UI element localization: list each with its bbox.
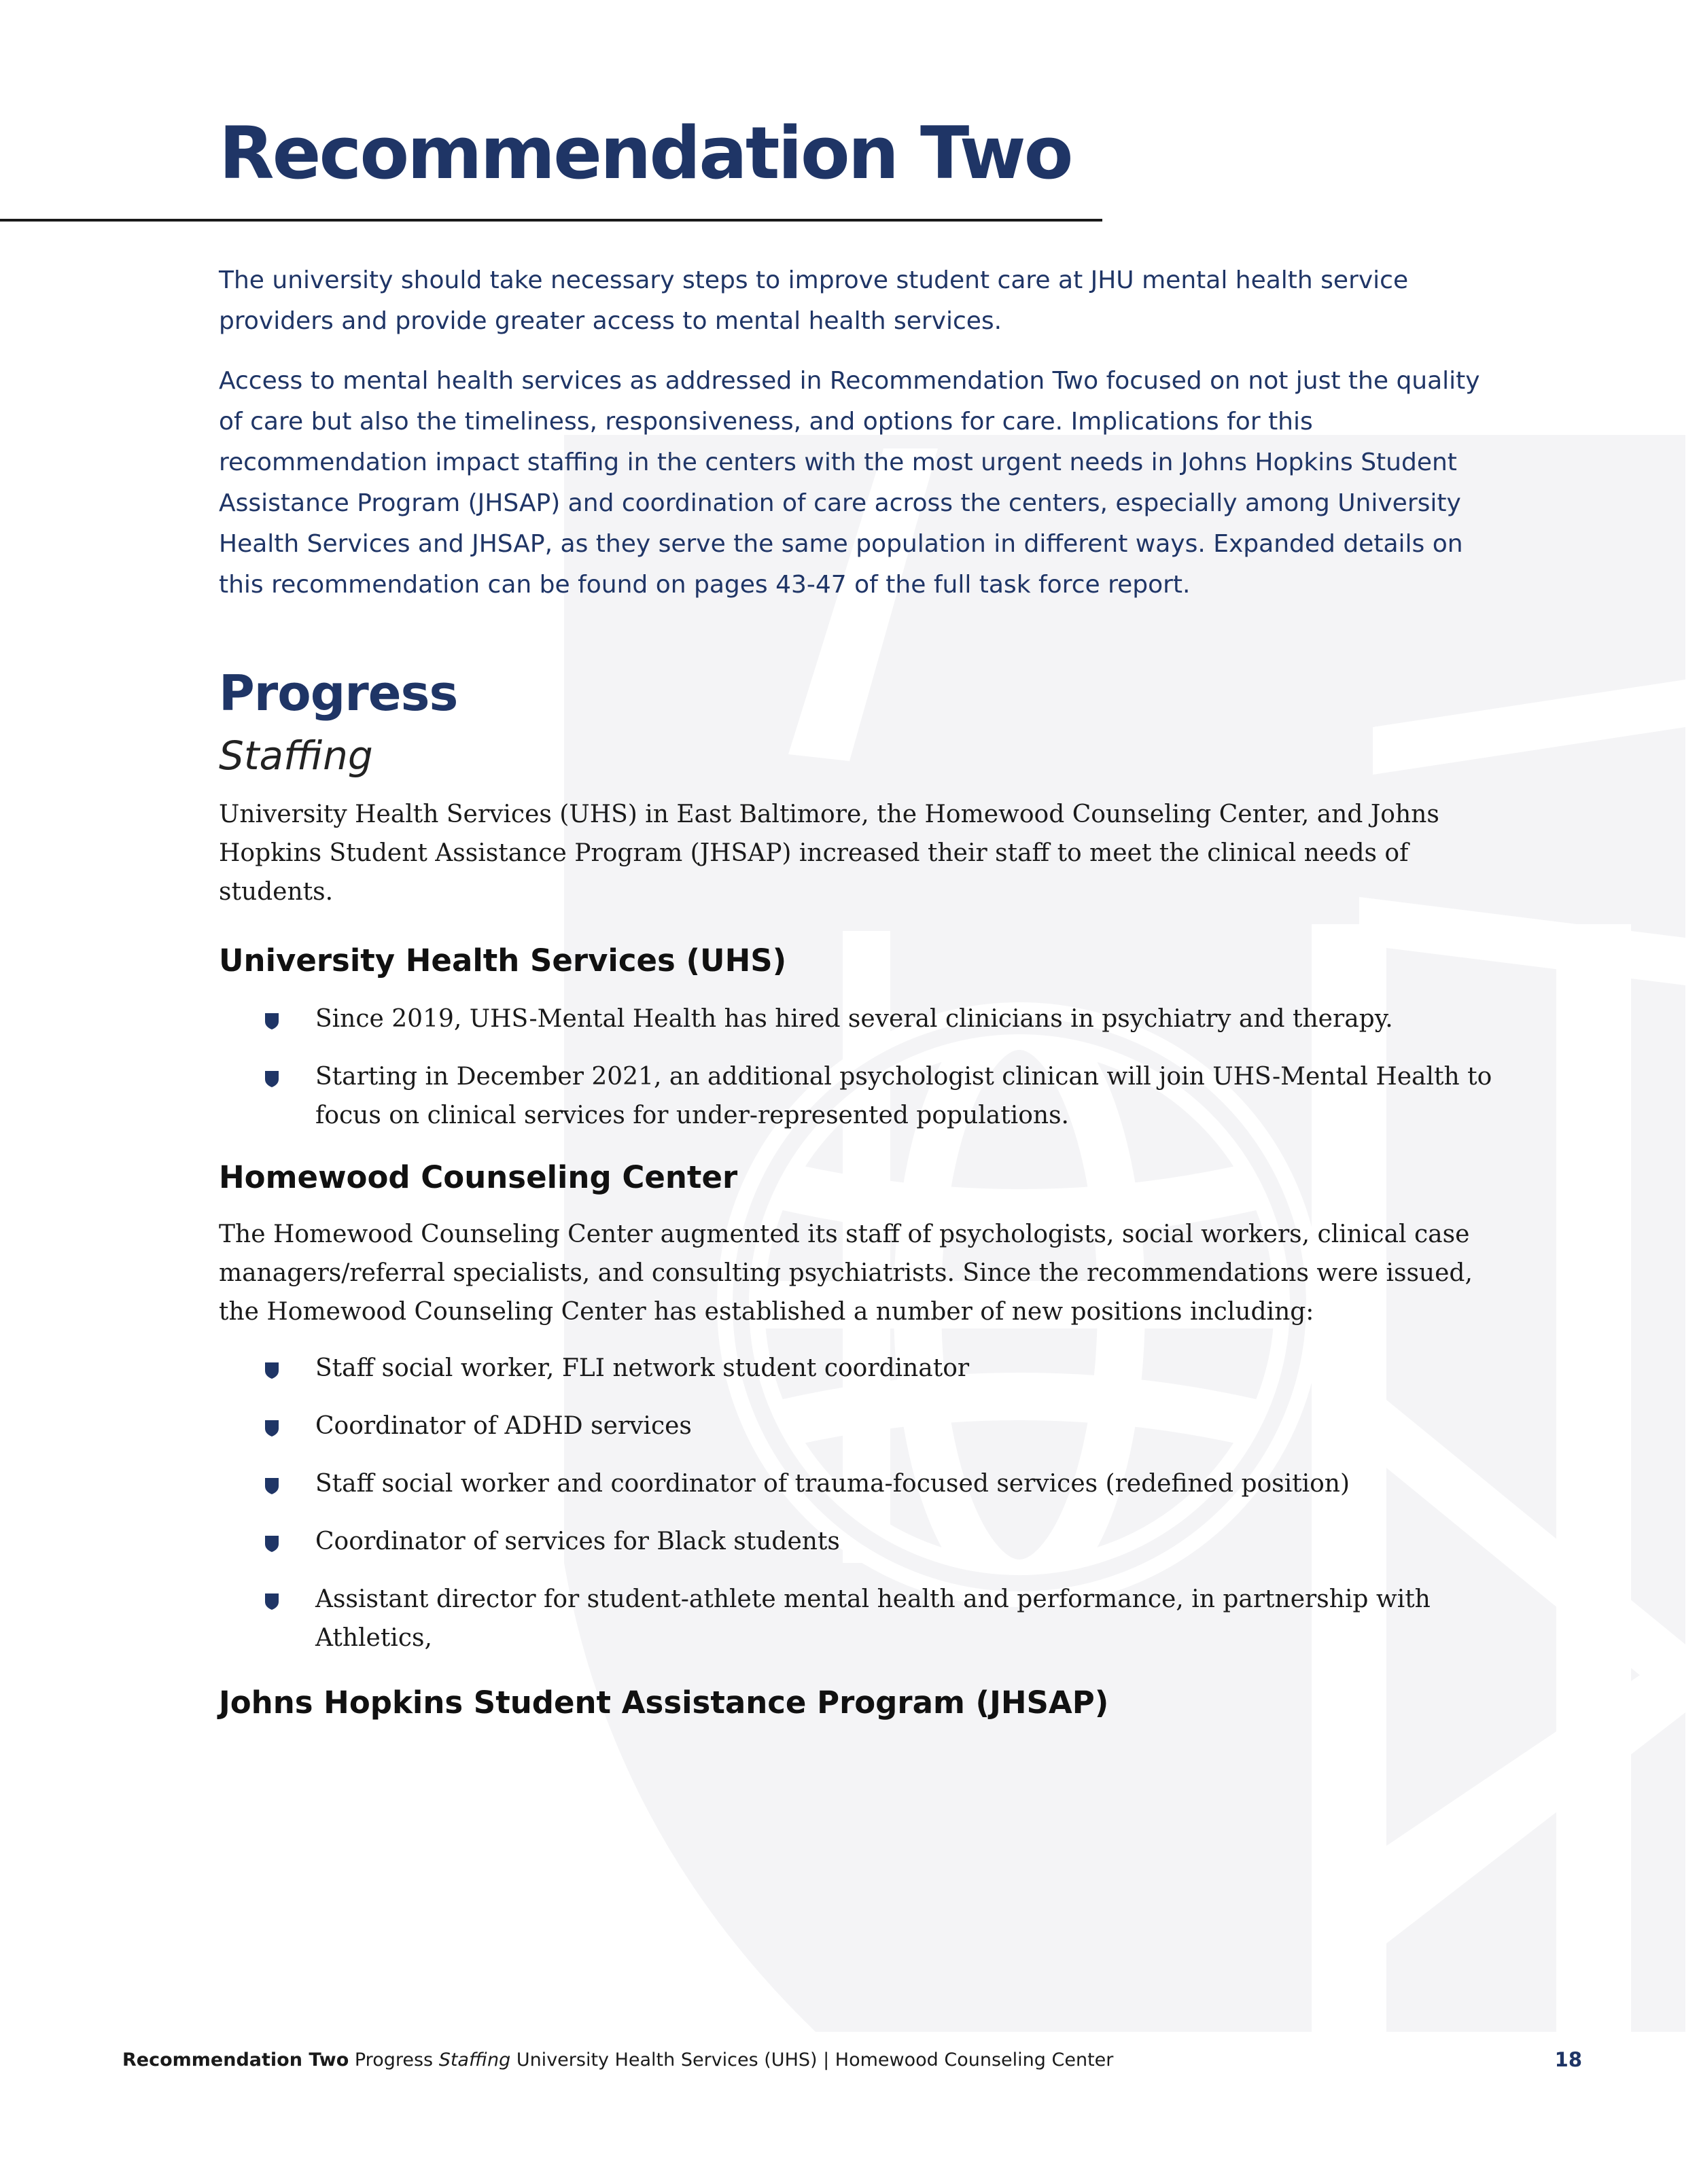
recommendation-description: Access to mental health services as addressed in Recommendation Two focused on not just the quality of care but also the timeliness, responsiveness, and options for care. Implications for this recommendation impact staffing in the centers with the most urgent needs in Johns Hopkins Student Assistance Program (JHSAP) and coordination of care across the centers, especially among University Health Services and JHSAP, as they serve the same population in different ways. Expanded details on this recommendation can be found on pages 43-47 of the full task force report.: [219, 367, 1480, 599]
jhsap-heading: Johns Hopkins Student Assistance Program (JHSAP): [219, 1685, 1109, 1721]
list-item: [219, 1464, 1496, 1503]
staffing-intro: University Health Services (UHS) in East Baltimore, the Homewood Counseling Center, and Johns Hopkins Student Assistance Program (JHSAP) increased their staff to meet the clinical needs of students.: [219, 800, 1439, 906]
hcc-heading: Homewood Counseling Center: [219, 1159, 738, 1195]
shield-bullet-icon: [265, 1420, 279, 1437]
shield-bullet-icon: [265, 1013, 279, 1029]
recommendation-intro: [219, 260, 1496, 624]
list-item: [219, 1522, 1496, 1561]
uhs-heading: University Health Services (UHS): [219, 943, 787, 979]
page-footer: [122, 2049, 1113, 2071]
hcc-intro: The Homewood Counseling Center augmented its staff of psychologists, social workers, clinical case managers/referral specialists, and consulting psychiatrists. Since the recommendations were issued, the Homewood Counseling Center has established a number of new positions including:: [219, 1220, 1473, 1326]
footer-progress: Progress: [354, 2049, 434, 2071]
footer-section: Recommendation Two: [122, 2049, 349, 2071]
staffing-section: [219, 795, 1496, 1721]
list-item-text: Coordinator of ADHD services: [315, 1412, 692, 1440]
list-item-text: Assistant director for student-athlete mental health and performance, in partnership with Athletics,: [315, 1585, 1431, 1652]
footer-staffing: Staffing: [438, 2049, 511, 2071]
staffing-subheading: Staffing: [219, 733, 373, 779]
footer-topics: University Health Services (UHS) | Homewood Counseling Center: [516, 2049, 1114, 2071]
list-item-text: Starting in December 2021, an additional psychologist clinican will join UHS-Mental Health to focus on clinical services for under-represented populations.: [315, 1063, 1492, 1129]
list-item-text: Staff social worker and coordinator of trauma-focused services (redefined position): [315, 1470, 1350, 1498]
list-item: [219, 1349, 1496, 1388]
hcc-list: [219, 1349, 1496, 1657]
list-item: [219, 1057, 1496, 1135]
list-item-text: Since 2019, UHS-Mental Health has hired several clinicians in psychiatry and therapy.: [315, 1005, 1393, 1033]
page-title: Recommendation Two: [219, 111, 1072, 195]
uhs-list: [219, 1000, 1496, 1135]
list-item-text: Coordinator of services for Black students: [315, 1528, 840, 1555]
page-number: 18: [1554, 2048, 1582, 2071]
shield-bullet-icon: [265, 1536, 279, 1552]
list-item-text: Staff social worker, FLI network student coordinator: [315, 1354, 970, 1382]
list-item: [219, 1407, 1496, 1445]
recommendation-statement: The university should take necessary steps to improve student care at JHU mental health service providers and provide greater access to mental health services.: [219, 266, 1409, 335]
title-divider: [0, 219, 1102, 222]
list-item: [219, 1580, 1496, 1657]
shield-bullet-icon: [265, 1593, 279, 1610]
list-item: [219, 1000, 1496, 1038]
shield-bullet-icon: [265, 1071, 279, 1087]
progress-heading: Progress: [219, 665, 458, 722]
shield-bullet-icon: [265, 1478, 279, 1494]
shield-bullet-icon: [265, 1362, 279, 1379]
